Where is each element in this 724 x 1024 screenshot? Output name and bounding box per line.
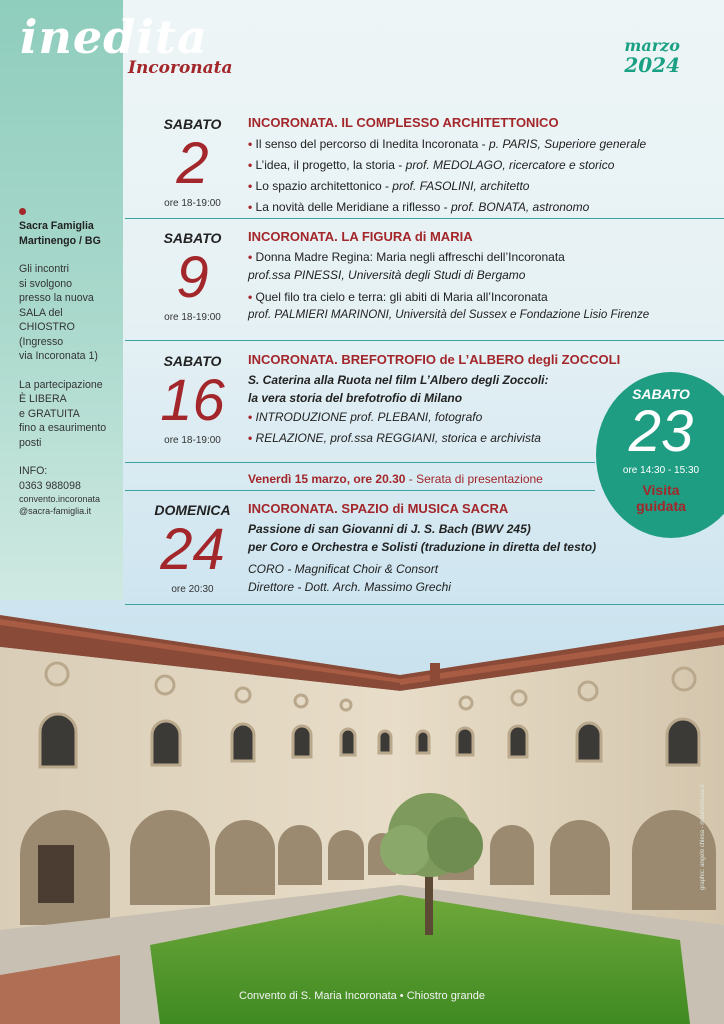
badge-label: Visita: [642, 482, 680, 498]
divider: [125, 218, 724, 219]
event-item: • Lo spazio architettonico - prof. FASOLINI, architetto: [248, 179, 530, 193]
badge-label: guidata: [636, 498, 686, 514]
info-label: INFO:: [19, 465, 48, 477]
event-item: • La novità delle Meridiane a riflesso - prof. BONATA, astronomo: [248, 200, 590, 214]
event-item: • Quel filo tra cielo e terra: gli abiti di Maria all’Incoronata: [248, 290, 548, 304]
event-content: [248, 114, 714, 218]
info-line: si svolgono: [19, 277, 72, 290]
info-line: posti: [19, 436, 42, 449]
event-item-speaker: prof.ssa PINESSI, Università degli Studi di Bergamo: [248, 268, 526, 282]
logo-incoronata: Incoronata: [128, 58, 233, 78]
event-hours: ore 18-19:00: [164, 198, 221, 209]
event-title: INCORONATA. IL COMPLESSO ARCHITETTONICO: [248, 115, 559, 130]
divider: [125, 340, 724, 341]
event-day-number: 2: [176, 131, 209, 196]
event-day-number: 9: [176, 245, 209, 310]
event-title: INCORONATA. SPAZIO di MUSICA SACRA: [248, 501, 509, 516]
event-title: INCORONATA. LA FIGURA di MARIA: [248, 229, 473, 244]
photo-caption: Convento di S. Maria Incoronata • Chiostro grande: [239, 990, 485, 1002]
info-line: fino a esaurimento: [19, 422, 107, 434]
event-item: • RELAZIONE, prof.ssa REGGIANI, storica e archivista: [248, 431, 541, 445]
badge-day-number: 23: [628, 399, 694, 464]
event-day-number: 24: [160, 517, 225, 582]
event-hours: ore 18-19:00: [164, 312, 221, 323]
phone-number: 0363 988098: [19, 479, 81, 492]
event-day-number: 16: [160, 368, 225, 433]
date-month-year: [624, 38, 680, 76]
info-line: È LIBERA: [19, 393, 67, 405]
badge-hours: ore 14:30 - 15:30: [622, 465, 700, 476]
year-label: 2024: [624, 53, 680, 77]
event-dayname: SABATO: [163, 353, 222, 369]
event-item-speaker: prof. PALMIERI MARINONI, Università del Sussex e Fondazione Lisio Firenze: [248, 308, 650, 321]
info-line: e GRATUITA: [19, 407, 80, 420]
event-subtitle: per Coro e Orchestra e Solisti (traduzione in diretta del testo): [248, 540, 597, 554]
badge-dayname: SABATO: [632, 386, 690, 402]
info-line: presso la nuova: [19, 292, 94, 304]
event-hours: ore 20:30: [171, 584, 214, 595]
presentation-evening: Venerdì 15 marzo, ore 20.30 - Serata di presentazione: [248, 472, 543, 486]
email-part-2: @sacra-famiglia.it: [19, 506, 92, 516]
venue-town: Martinengo / BG: [19, 234, 101, 247]
info-line: (Ingresso: [19, 335, 64, 348]
venue-info: [19, 208, 119, 517]
event-sabato-2: [125, 108, 724, 216]
event-line: Direttore - Dott. Arch. Massimo Grechi: [248, 580, 451, 594]
event-hours: ore 18-19:00: [164, 435, 221, 446]
event-sabato-9: [125, 222, 724, 337]
logo-inedita: inedita: [20, 10, 208, 64]
info-line: SALA del: [19, 306, 63, 319]
event-subtitle: S. Caterina alla Ruota nel film L’Albero degli Zoccoli:: [248, 373, 549, 387]
info-line: La partecipazione: [19, 378, 103, 391]
event-line: CORO - Magnificat Choir & Consort: [248, 562, 439, 576]
venue-place: Sacra Famiglia: [19, 220, 94, 232]
event-item: • Donna Madre Regina: Maria negli affreschi dell’Incoronata: [248, 250, 565, 264]
badge-sabato-23: [596, 372, 724, 538]
info-line: via Incoronata 1): [19, 350, 98, 362]
event-subtitle: Passione di san Giovanni di J. S. Bach (BWV 245): [248, 522, 531, 536]
photo-credit: graphic: angelo chiesa - mauriziosusa.it: [700, 784, 706, 890]
event-dayname: SABATO: [163, 230, 222, 246]
red-dot-icon: [19, 208, 26, 215]
divider: [125, 462, 595, 463]
presentation-date: Venerdì 15 marzo, ore 20.30: [248, 472, 406, 486]
event-item: • INTRODUZIONE prof. PLEBANI, fotografo: [248, 410, 483, 424]
event-subtitle: la vera storia del brefotrofio di Milano: [248, 391, 463, 405]
info-line: Gli incontri: [19, 263, 70, 275]
event-item: • Il senso del percorso di Inedita Incoronata - p. PARIS, Superiore generale: [248, 137, 647, 151]
event-dayname: SABATO: [163, 116, 222, 132]
event-content: [248, 228, 714, 324]
event-item: • L’idea, il progetto, la storia - prof. MEDOLAGO, ricercatore e storico: [248, 158, 615, 172]
info-line: CHIOSTRO: [19, 321, 75, 333]
divider: [125, 490, 595, 491]
month-label: marzo: [624, 36, 680, 55]
email-part-1: convento.incoronata: [19, 494, 101, 504]
presentation-text: Serata di presentazione: [416, 472, 543, 486]
event-dayname: DOMENICA: [154, 502, 231, 518]
cloister-photo: [0, 595, 724, 1024]
event-title: INCORONATA. BREFOTROFIO de L’ALBERO degli ZOCCOLI: [248, 352, 621, 367]
